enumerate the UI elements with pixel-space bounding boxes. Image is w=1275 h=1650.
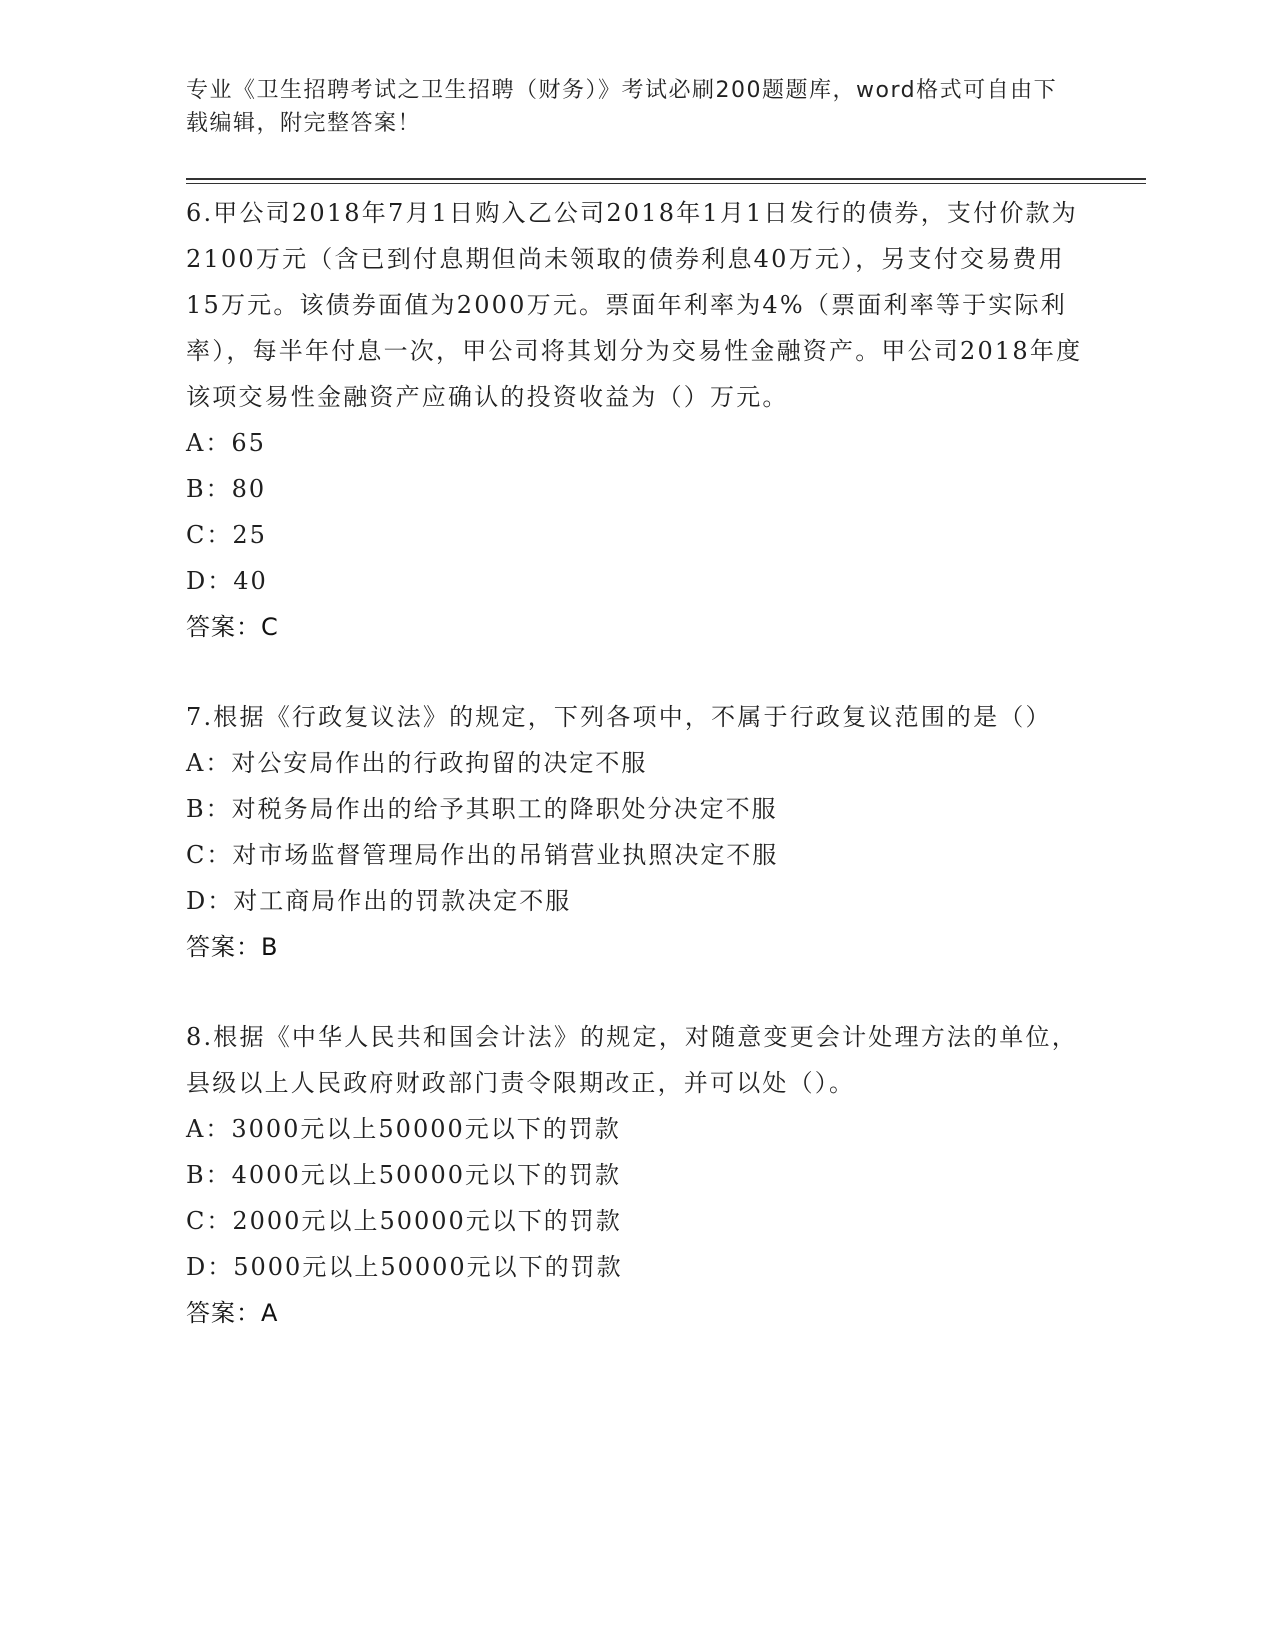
question-stem: 7.根据《行政复议法》的规定，下列各项中，不属于行政复议范围的是（） xyxy=(186,703,1052,731)
question-6 xyxy=(186,190,1086,650)
option-a: A：3000元以上50000元以下的罚款 xyxy=(186,1115,621,1143)
option-d: D：5000元以上50000元以下的罚款 xyxy=(186,1253,623,1281)
question-stem: 6.甲公司2018年7月1日购入乙公司2018年1月1日发行的债券，支付价款为2100万元（含已到付息期但尚未领取的债券利息40万元），另支付交易费用15万元。该债券面值为2000万元。票面年利率为4%（票面利率等于实际利率），每半年付息一次，甲公司将其划分为交易性金融资产。甲公司2018年度该项交易性金融资产应确认的投资收益为（）万元。 xyxy=(186,199,1083,411)
option-d: D：40 xyxy=(186,567,268,595)
option-c: C：25 xyxy=(186,521,267,549)
answer: 答案：C xyxy=(186,613,279,641)
question-8 xyxy=(186,1014,1086,1336)
header-divider xyxy=(186,178,1146,180)
option-d: D：对工商局作出的罚款决定不服 xyxy=(186,887,572,915)
option-c: C：对市场监督管理局作出的吊销营业执照决定不服 xyxy=(186,841,779,869)
option-a: A：对公安局作出的行政拘留的决定不服 xyxy=(186,749,648,777)
option-b: B：4000元以上50000元以下的罚款 xyxy=(186,1161,622,1189)
option-c: C：2000元以上50000元以下的罚款 xyxy=(186,1207,622,1235)
header-divider-thin xyxy=(186,183,1146,184)
option-a: A：65 xyxy=(186,429,266,457)
document-header xyxy=(186,74,1066,140)
option-b: B：80 xyxy=(186,475,267,503)
question-spacer xyxy=(186,970,1086,1014)
answer: 答案：B xyxy=(186,933,279,961)
header-title: 专业《卫生招聘考试之卫生招聘（财务）》考试必刷200题题库，word格式可自由下载编辑，附完整答案！ xyxy=(186,78,1058,136)
question-7 xyxy=(186,694,1086,970)
question-stem: 8.根据《中华人民共和国会计法》的规定，对随意变更会计处理方法的单位，县级以上人民政府财政部门责令限期改正，并可以处（）。 xyxy=(186,1023,1078,1097)
answer: 答案：A xyxy=(186,1299,279,1327)
question-spacer xyxy=(186,650,1086,694)
option-b: B：对税务局作出的给予其职工的降职处分决定不服 xyxy=(186,795,778,823)
question-list xyxy=(186,190,1086,1336)
